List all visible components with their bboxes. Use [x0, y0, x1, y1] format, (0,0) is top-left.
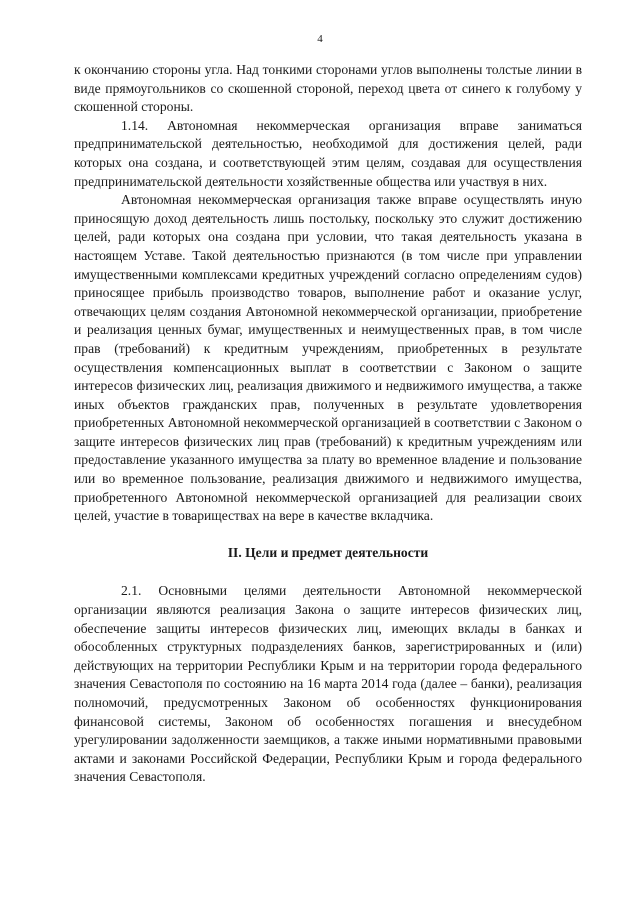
paragraph-2-1: 2.1. Основными целями деятельности Автономной некоммерческой организации являются реализация Закона о защите интересов физических лиц, обеспечение защиты интересов физических лиц, имеющих вклады в банках и обособленных структурных подразделениях банков, зарегистрированных и (или) действующих на территории Республики Крым и на территории города федерального значения Севастополя по состоянию на 16 марта 2014 года (далее – банки), реализация полномочий, предусмотренных Законом об особенностях функционирования финансовой системы, Законом об особенностях погашения и внесудебном урегулировании задолженности заемщиков, а также иными нормативными правовыми актами и законами Российской Федерации, Республики Крым и города федерального значения Севастополя. [74, 583, 582, 785]
paragraph-1-14: 1.14. Автономная некоммерческая организация вправе заниматься предпринимательской деятельностью, необходимой для достижения целей, ради которых она создана, и соответствующей этим целям, создавая для осуществления предпринимательской деятельности хозяйственные общества или участвуя в них. [74, 117, 582, 189]
paragraph-continuation: к окончанию стороны угла. Над тонкими сторонами углов выполнены толстые линии в виде прямоугольников со скошенной стороной, переход цвета от синего к голубому у скошенной стороны. [74, 62, 582, 115]
paragraph-income-activity: Автономная некоммерческая организация также вправе осуществлять иную приносящую доход деятельность лишь постольку, поскольку это служит достижению целей, ради которых она создана при условии, что такая деятельность указана в настоящем Уставе. Такой деятельностью признаются (в том числе при управлении имущественными комплексами кредитных учреждений согласно определениям судов) приносящее прибыль производство товаров, выполнение работ и оказание услуг, отвечающих целям создания Автономной некоммерческой организации, приобретение и реализация ценных бумаг, имущественных и неимущественных прав, в том числе прав (требований) к кредитным учреждениям, приобретенных в результате осуществления компенсационных выплат в соответствии с Законом о защите интересов физических лиц, реализация движимого и недвижимого имущества, а также иных объектов гражданских прав, полученных в результате удовлетворения приобретенных Автономной некоммерческой организацией в соответствии с Законом о защите интересов физических лиц прав (требований) к кредитным учреждениям или предоставление указанного имущества за плату во временное владение и пользование или во временное пользование, реализация движимого и недвижимого имущества, приобретенного Автономной некоммерческой организацией для реализации своих целей, участие в товариществах на вере в качестве вкладчика. [74, 192, 582, 524]
section-heading: II. Цели и предмет деятельности [227, 544, 429, 560]
document-body [74, 61, 582, 787]
page-number: 4 [317, 33, 323, 45]
